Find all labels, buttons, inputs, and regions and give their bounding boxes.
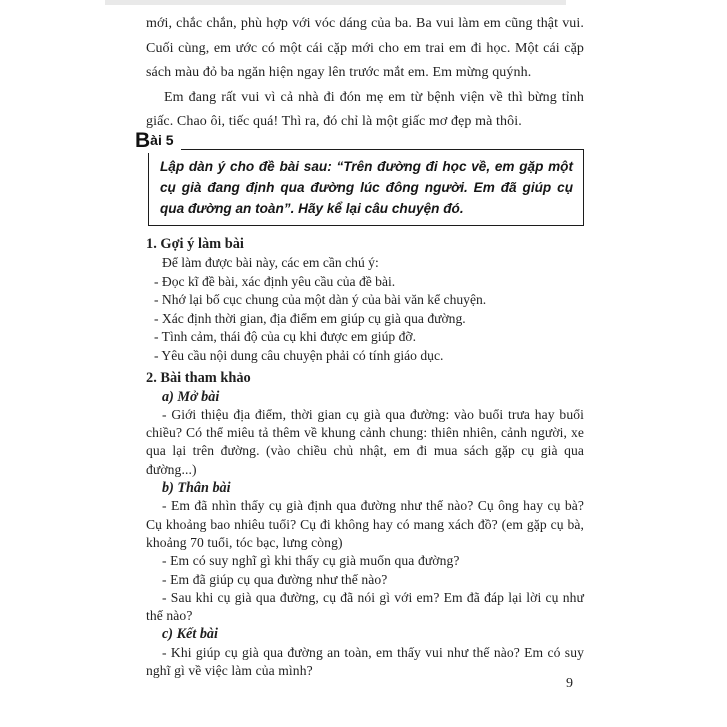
lesson-label-initial: B — [135, 128, 151, 152]
subsection-opening-heading: a) Mở bài — [162, 388, 220, 405]
guideline-item: - Xác định thời gian, địa điểm em giúp cụ già qua đường. — [154, 310, 466, 326]
lesson-number-label — [135, 130, 181, 153]
section-guidance-heading: 1. Gợi ý làm bài — [146, 235, 244, 252]
section-reference — [146, 369, 584, 681]
lesson-prompt-text: Lập dàn ý cho đề bài sau: “Trên đường đi học về, em gặp một cụ già đang định qua đường lúc đông người. Em đã giúp cụ qua đường an toàn”. Hãy kể lại câu chuyện đó. — [160, 158, 573, 216]
body-bullet: - Em đã nhìn thấy cụ già định qua đường như thế nào? Cụ ông hay cụ bà? Cụ khoảng bao nhiêu tuổi? Cụ đi không hay có mang xách đồ? (em gặp cụ bà, khoảng 70 tuổi, tóc bạc, lưng còng) — [146, 498, 584, 550]
opening-paragraph: - Giới thiệu địa điểm, thời gian cụ già qua đường: vào buổi trưa hay buổi chiều? Có thể miêu tả thêm về khung cảnh chung: thiên nhiên, cảnh người, xe qua lại trên đường. (vào chiều chủ nhật, em đi mua sách gặp cụ già qua đường...) — [146, 406, 584, 477]
body-paragraph: mới, chắc chắn, phù hợp với vóc dáng của ba. Ba vui làm em cũng thật vui. Cuối cùng, em ước có một cái cặp mới cho em trai em đi học. Một cái cặp sách màu đỏ ba ngăn hiện ngay lên trước mắt em. Em mừng quýnh. — [146, 16, 584, 81]
section-reference-heading: 2. Bài tham khảo — [146, 369, 251, 386]
subsection-closing-heading: c) Kết bài — [162, 626, 218, 643]
guideline-list — [146, 273, 584, 366]
body-bullet: - Sau khi cụ già qua đường, cụ đã nói gì với em? Em đã đáp lại lời cụ như thế nào? — [146, 589, 584, 624]
page-content — [135, 12, 584, 680]
body-bullet: - Em đã giúp cụ qua đường như thế nào? — [162, 571, 388, 587]
closing-paragraph: - Khi giúp cụ già qua đường an toàn, em thấy vui như thế nào? Em có suy nghĩ gì về việc làm của mình? — [146, 644, 584, 678]
body-bullet: - Em có suy nghĩ gì khi thấy cụ già muốn qua đường? — [162, 553, 460, 569]
lesson-prompt-box — [135, 128, 584, 226]
page-top-edge — [105, 0, 566, 5]
subsection-body-heading: b) Thân bài — [162, 480, 231, 497]
lesson-5-block — [135, 128, 584, 226]
section-guidance-intro: Để làm được bài này, các em cần chú ý: — [162, 254, 379, 270]
guideline-item: - Đọc kĩ đề bài, xác định yêu cầu của đề bài. — [154, 273, 396, 289]
section-guidance — [146, 235, 584, 366]
page-number: 9 — [566, 676, 573, 691]
body-paragraph: Em đang rất vui vì cả nhà đi đón mẹ em từ bệnh viện về thì bừng tỉnh giấc. Chao ôi, tiếc quá! Thì ra, đó chỉ là một giấc mơ đẹp mà thôi. — [146, 89, 584, 130]
guideline-item: - Yêu cầu nội dung câu chuyện phải có tính giáo dục. — [154, 347, 444, 363]
guideline-item: - Nhớ lại bố cục chung của một dàn ý của bài văn kể chuyện. — [154, 292, 487, 308]
guideline-item: - Tình cảm, thái độ của cụ khi được em giúp đỡ. — [154, 329, 416, 345]
story-continuation — [146, 12, 584, 135]
lesson-label-rest: ài 5 — [150, 131, 174, 148]
